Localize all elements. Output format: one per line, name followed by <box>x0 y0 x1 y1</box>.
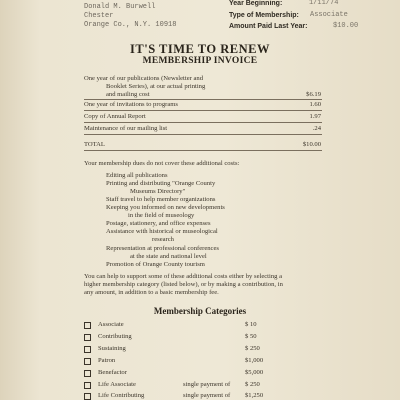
invoice-item-2-amount: 1.60 <box>309 101 321 108</box>
category-amount: $ 250 <box>245 381 260 388</box>
category-note: single payment of <box>183 392 231 399</box>
cost-item: in the field of museology <box>128 212 195 219</box>
cost-item: Museums Directory" <box>130 188 186 195</box>
divider <box>84 99 322 100</box>
year-beginning-value: 1/11/74 <box>309 0 339 7</box>
category-name: Patron <box>98 357 116 364</box>
invoice-item-1-line-2: Booklet Series), at our actual printing <box>106 83 206 90</box>
cost-item: Postage, stationery, and office expenses <box>106 220 211 227</box>
cost-item: at the state and national level <box>130 253 207 260</box>
address-line-2: Chester <box>84 12 114 20</box>
year-beginning-label: Year Beginning: <box>229 0 283 7</box>
support-text-line-3: any amount, in addition to a basic membership fee. <box>84 289 219 296</box>
invoice-item-2: One year of invitations to programs <box>84 101 178 108</box>
invoice-total-label: TOTAL <box>84 141 105 148</box>
category-amount: $1,250 <box>245 392 264 399</box>
associate-checkbox[interactable] <box>84 322 91 329</box>
patron-checkbox[interactable] <box>84 358 91 365</box>
address-line-1: Donald M. Burwell <box>84 3 156 11</box>
cost-item: Editing all publications <box>106 172 168 179</box>
cost-item: Assistance with historical or museological <box>106 228 218 235</box>
category-amount: $ 250 <box>245 345 260 352</box>
category-name: Life Associate <box>98 381 136 388</box>
invoice-item-1-line-1: One year of our publications (Newsletter and <box>84 75 204 82</box>
amount-paid-label: Amount Paid Last Year: <box>229 23 308 30</box>
invoice-item-4: Maintenance of our mailing list <box>84 125 168 132</box>
page-title: IT'S TIME TO RENEW <box>130 42 270 56</box>
divider <box>84 122 322 123</box>
category-name: Contributing <box>98 333 132 340</box>
category-amount: $1,000 <box>245 357 264 364</box>
cost-item: Representation at professional conferences <box>106 245 219 252</box>
divider <box>84 150 322 151</box>
invoice-item-3-amount: 1.97 <box>309 113 321 120</box>
category-name: Benefactor <box>98 369 127 376</box>
address-line-3: Orange Co., N.Y. 10918 <box>84 21 177 29</box>
invoice-item-3: Copy of Annual Report <box>84 113 146 120</box>
category-name: Life Contributing <box>98 392 145 399</box>
category-amount: $5,000 <box>245 369 264 376</box>
benefactor-checkbox[interactable] <box>84 370 91 377</box>
invoice-item-4-amount: .24 <box>312 125 321 132</box>
membership-categories-heading: Membership Categories <box>153 306 247 316</box>
life-contributing-checkbox[interactable] <box>84 393 91 400</box>
divider <box>84 110 322 111</box>
cost-item: Promotion of Orange County tourism <box>106 261 205 268</box>
category-note: single payment of <box>183 381 231 388</box>
cost-item: Staff travel to help member organizations <box>106 196 216 203</box>
amount-paid-value: $10.00 <box>333 22 359 30</box>
sustaining-checkbox[interactable] <box>84 346 91 353</box>
support-text-line-2: higher membership category (listed below), or by making a contribution, in <box>84 281 283 288</box>
category-amount: $ 10 <box>245 321 257 328</box>
invoice-item-1-line-3: and mailing cost <box>106 91 150 98</box>
membership-type-label: Type of Membership: <box>229 12 299 19</box>
divider <box>84 134 322 135</box>
page-subtitle: MEMBERSHIP INVOICE <box>142 56 258 66</box>
contributing-checkbox[interactable] <box>84 334 91 341</box>
support-text-line-1: You can help to support some of these additional costs either by selecting a <box>84 273 283 280</box>
cost-item: Keeping you informed on new developments <box>106 204 225 211</box>
category-name: Sustaining <box>98 345 126 352</box>
life-associate-checkbox[interactable] <box>84 382 91 389</box>
membership-type-value: Associate <box>310 11 348 19</box>
invoice-total-amount: $10.00 <box>302 141 321 148</box>
category-amount: $ 50 <box>245 333 257 340</box>
cost-item: Printing and distributing "Orange County <box>106 180 216 187</box>
category-name: Associate <box>98 321 124 328</box>
costs-intro: Your membership dues do not cover these additional costs: <box>84 160 240 167</box>
cost-item: research <box>152 236 174 243</box>
invoice-item-1-amount: $6.19 <box>306 91 321 98</box>
